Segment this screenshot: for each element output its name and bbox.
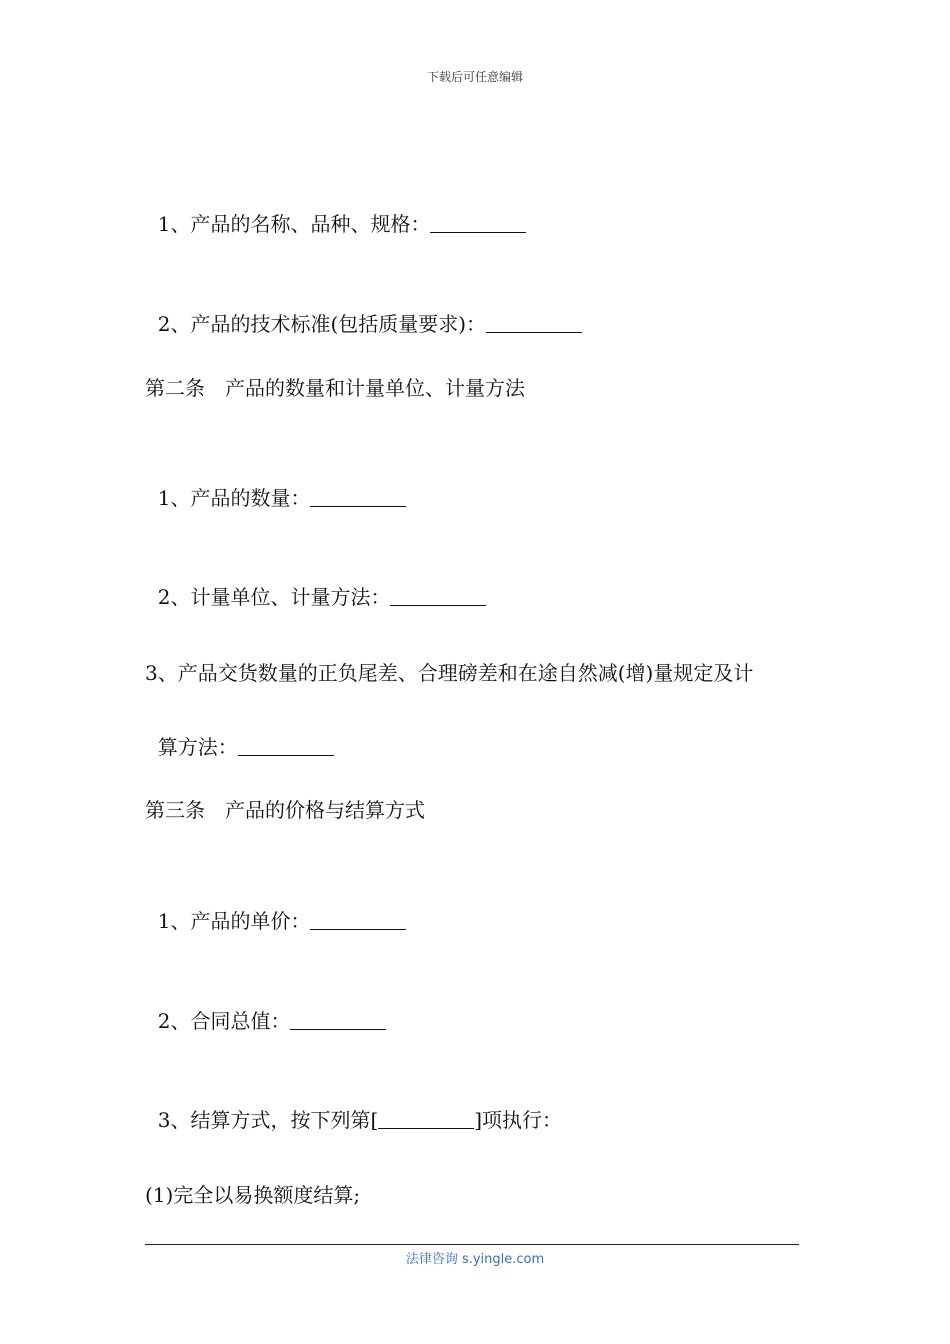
fill-blank[interactable] xyxy=(290,1009,386,1030)
clause-text: 算方法： xyxy=(157,735,238,759)
article-2-heading: 第二条 产品的数量和计量单位、计量方法 xyxy=(145,376,525,400)
footer-link[interactable]: 法律咨询 s.yingle.com xyxy=(405,1252,545,1267)
unit-price-clause xyxy=(145,885,406,933)
fill-blank[interactable] xyxy=(486,312,582,333)
settlement-option-1: (1)完全以易换额度结算; xyxy=(145,1183,361,1207)
article-3-heading: 第三条 产品的价格与结算方式 xyxy=(145,798,425,822)
fill-blank[interactable] xyxy=(378,1108,474,1129)
clause-text: 2、产品的技术标准(包括质量要求)： xyxy=(157,312,487,336)
tolerance-clause-line1: 3、产品交货数量的正负尾差、合理磅差和在途自然减(增)量规定及计 xyxy=(145,661,754,685)
fill-blank[interactable] xyxy=(238,735,334,756)
clause-text: 1、产品的名称、品种、规格： xyxy=(157,212,431,236)
clause-text: 2、合同总值： xyxy=(157,1009,291,1033)
clause-text: 3、结算方式，按下列第[ xyxy=(157,1108,379,1132)
clause-text-tail: ]项执行： xyxy=(474,1108,563,1132)
footer-divider xyxy=(145,1244,799,1245)
clause-text: 1、产品的单价： xyxy=(157,909,311,933)
header-note: 下载后可任意编辑 xyxy=(426,70,523,84)
measurement-clause xyxy=(145,561,486,609)
fill-blank[interactable] xyxy=(310,909,406,930)
clause-text: 2、计量单位、计量方法： xyxy=(157,585,391,609)
clause-text: 1、产品的数量： xyxy=(157,486,311,510)
fill-blank[interactable] xyxy=(310,486,406,507)
fill-blank[interactable] xyxy=(390,585,486,606)
tolerance-clause-line2 xyxy=(145,711,334,759)
product-name-clause xyxy=(145,188,526,236)
fill-blank[interactable] xyxy=(430,212,526,233)
settlement-method-clause xyxy=(145,1084,562,1132)
quantity-clause xyxy=(145,462,406,510)
total-value-clause xyxy=(145,985,386,1033)
technical-standard-clause xyxy=(145,288,582,336)
